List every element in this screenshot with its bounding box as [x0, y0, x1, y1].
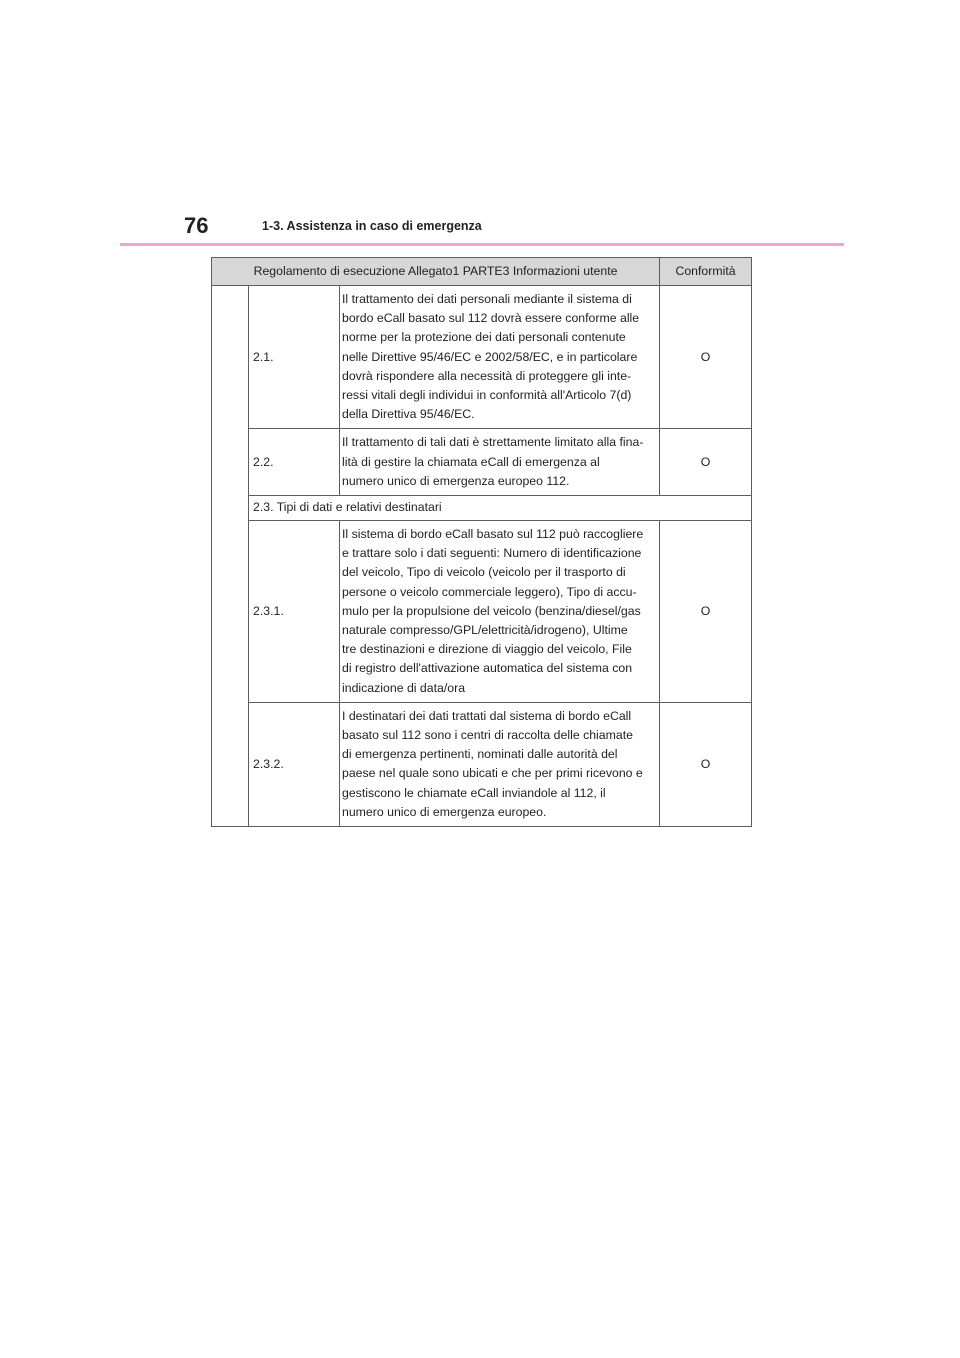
description-line: naturale compresso/GPL/elettricità/idrogeno), Ultime	[342, 623, 628, 638]
regulation-table	[211, 257, 752, 827]
header-rule	[120, 243, 844, 246]
indent-cell	[212, 286, 249, 827]
header-regulation: Regolamento di esecuzione Allegato1 PARTE3 Informazioni utente	[212, 258, 660, 286]
description-line: basato sul 112 sono i centri di raccolta delle chiamate	[342, 728, 633, 743]
row-number: 2.1.	[249, 286, 340, 429]
row-description	[340, 429, 660, 496]
row-description	[340, 702, 660, 826]
description-line: norme per la protezione dei dati personali contenute	[342, 330, 626, 345]
table-row	[212, 429, 752, 496]
table-row	[212, 702, 752, 826]
description-line: mulo per la propulsione del veicolo (benzina/diesel/gas	[342, 603, 641, 618]
table-subheading-row	[212, 496, 752, 521]
row-number: 2.3.2.	[249, 702, 340, 826]
row-description	[340, 286, 660, 429]
row-conformity: O	[660, 429, 752, 496]
description-line: di registro dell'attivazione automatica del sistema con	[342, 661, 633, 676]
row-conformity: O	[660, 286, 752, 429]
description-line: persone o veicolo commerciale leggero), Tipo di accu-	[342, 584, 637, 599]
table-row	[212, 521, 752, 703]
description-line: paese nel quale sono ubicati e che per primi ricevono e	[342, 766, 643, 781]
description-line: nelle Direttive 95/46/EC e 2002/58/EC, e in particolare	[342, 349, 638, 364]
description-line: indicazione di data/ora	[342, 680, 466, 695]
description-line: I destinatari dei dati trattati dal sistema di bordo eCall	[342, 708, 632, 723]
header-conformity: Conformità	[660, 258, 752, 286]
description-line: bordo eCall basato sul 112 dovrà essere conforme alle	[342, 311, 640, 326]
table-subheading: 2.3. Tipi di dati e relativi destinatari	[249, 496, 752, 521]
row-number: 2.3.1.	[249, 521, 340, 703]
row-conformity: O	[660, 521, 752, 703]
row-description	[340, 521, 660, 703]
description-line: numero unico di emergenza europeo.	[342, 804, 547, 819]
description-line: tre destinazioni e direzione di viaggio del veicolo, File	[342, 642, 632, 657]
description-line: Il trattamento dei dati personali mediante il sistema di	[342, 292, 632, 306]
description-line: gestiscono le chiamate eCall inviandole al 112, il	[342, 785, 606, 800]
description-line: numero unico di emergenza europeo 112.	[342, 473, 570, 488]
description-line: dovrà rispondere alla necessità di proteggere gli inte-	[342, 368, 632, 383]
description-line: ressi vitali degli individui in conformità all'Articolo 7(d)	[342, 388, 632, 403]
description-line: del veicolo, Tipo di veicolo (veicolo per il trasporto di	[342, 565, 626, 580]
description-line: Il trattamento di tali dati è strettamente limitato alla fina-	[342, 435, 644, 450]
table-row	[212, 286, 752, 429]
description-line: di emergenza pertinenti, nominati dalle autorità del	[342, 747, 618, 762]
description-line: e trattare solo i dati seguenti: Numero di identificazione	[342, 546, 642, 561]
section-title: 1-3. Assistenza in caso di emergenza	[262, 219, 482, 233]
table-header-row	[212, 258, 752, 286]
description-line: della Direttiva 95/46/EC.	[342, 407, 475, 422]
description-line: Il sistema di bordo eCall basato sul 112 può raccogliere	[342, 527, 644, 542]
description-line: lità di gestire la chiamata eCall di emergenza al	[342, 454, 600, 469]
row-number: 2.2.	[249, 429, 340, 496]
row-conformity: O	[660, 702, 752, 826]
page-number: 76	[184, 213, 209, 238]
